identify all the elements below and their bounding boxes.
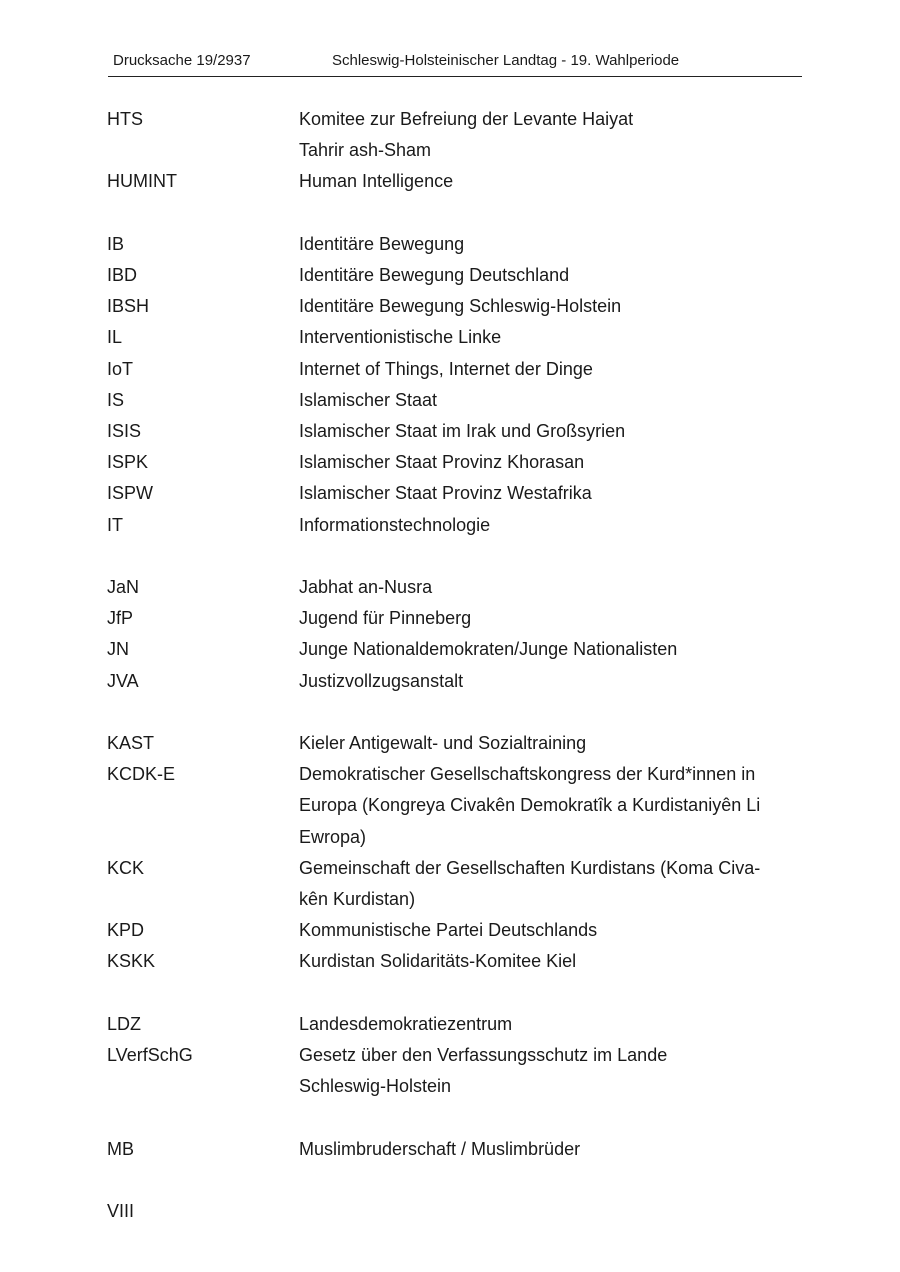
abbreviation-term: LDZ	[107, 1013, 142, 1034]
abbreviation-definition	[299, 572, 787, 603]
definition-line: Informationstechnologie	[299, 514, 491, 535]
abbreviation-definition	[299, 478, 787, 509]
definition-line: Jugend für Pinneberg	[299, 608, 472, 629]
definition-line: Islamischer Staat Provinz Khorasan	[299, 452, 585, 473]
abbreviation-entry	[107, 1040, 787, 1102]
abbreviation-definition	[299, 322, 787, 353]
abbreviation-entry	[107, 104, 787, 166]
abbreviation-entry	[107, 478, 787, 509]
abbreviation-term: JVA	[107, 670, 139, 691]
section-spacer	[107, 198, 787, 229]
abbreviation-entry	[107, 385, 787, 416]
abbreviation-entry	[107, 728, 787, 759]
abbreviation-term: KAST	[107, 733, 155, 754]
abbreviation-entry	[107, 915, 787, 946]
section-spacer	[107, 978, 787, 1009]
abbreviation-definition	[299, 728, 787, 759]
abbreviation-definition	[299, 603, 787, 634]
definition-line: Gesetz über den Verfassungsschutz im Lande	[299, 1045, 668, 1066]
definition-line: Schleswig-Holstein	[299, 1076, 452, 1097]
abbreviation-definition	[299, 416, 787, 447]
abbreviation-entry	[107, 572, 787, 603]
definition-line: Muslimbruderschaft / Muslimbrüder	[299, 1138, 581, 1159]
definition-line: kên Kurdistan)	[299, 889, 416, 910]
definition-line: Islamischer Staat	[299, 389, 438, 410]
header-title: Schleswig-Holsteinischer Landtag - 19. Wahlperiode	[332, 52, 680, 69]
definition-line: Junge Nationaldemokraten/Junge Nationalisten	[299, 639, 678, 660]
abbreviation-entry	[107, 1009, 787, 1040]
abbreviation-entry	[107, 603, 787, 634]
definition-line: Landesdemokratiezentrum	[299, 1013, 513, 1034]
definition-line: Gemeinschaft der Gesellschaften Kurdistans (Koma Civa-	[299, 857, 761, 878]
definition-line: Identitäre Bewegung Schleswig-Holstein	[299, 296, 622, 317]
abbreviation-entry	[107, 447, 787, 478]
abbreviation-definition	[299, 166, 787, 197]
abbreviation-entry	[107, 260, 787, 291]
definition-line: Interventionistische Linke	[299, 327, 502, 348]
abbreviation-entry	[107, 634, 787, 665]
abbreviation-entry	[107, 229, 787, 260]
abbreviation-term: IB	[107, 233, 125, 254]
abbreviation-definition	[299, 104, 787, 166]
abbreviation-term: IBD	[107, 265, 138, 285]
abbreviation-term: KPD	[107, 920, 145, 941]
section-spacer	[107, 1102, 787, 1133]
abbreviation-term: LVerfSchG	[107, 1045, 193, 1066]
abbreviation-term: IS	[107, 389, 125, 410]
definition-line: Kieler Antigewalt- und Sozialtraining	[299, 733, 587, 754]
abbreviation-term: KSKK	[107, 951, 156, 972]
abbreviation-definition	[299, 385, 787, 416]
abbreviation-term: IoT	[107, 358, 134, 379]
definition-line: Europa (Kongreya Civakên Demokratîk a Kurdistaniyên Li	[299, 795, 761, 816]
abbreviation-term: IBSH	[107, 296, 150, 317]
abbreviation-term: ISIS	[107, 421, 142, 442]
abbreviation-entry	[107, 1134, 787, 1165]
definition-line: Ewropa)	[299, 826, 367, 847]
abbreviation-definition	[299, 1009, 787, 1040]
abbreviation-term: JaN	[107, 577, 140, 598]
abbreviation-term: JN	[107, 639, 129, 660]
abbreviation-entry	[107, 166, 787, 197]
page-number: VIII	[107, 1201, 135, 1221]
abbreviation-definition	[299, 354, 787, 385]
definition-line: Justizvollzugsanstalt	[299, 670, 464, 691]
abbreviation-term: MB	[107, 1138, 134, 1159]
abbreviation-definition	[299, 1134, 787, 1165]
definition-line: Internet of Things, Internet der Dinge	[299, 358, 593, 379]
definition-line: Jabhat an-Nusra	[299, 577, 433, 598]
definition-line: Human Intelligence	[299, 171, 454, 192]
abbreviation-definition	[299, 291, 787, 322]
definition-line: Kurdistan Solidaritäts-Komitee Kiel	[299, 951, 577, 972]
abbreviation-term: IL	[107, 327, 123, 348]
abbreviation-definition	[299, 260, 787, 291]
abbreviation-entry	[107, 666, 787, 697]
abbreviation-entry	[107, 322, 787, 353]
abbreviation-definition	[299, 946, 787, 977]
abbreviation-definition	[299, 853, 787, 915]
abbreviation-term: ISPW	[107, 483, 154, 504]
abbreviation-term: KCK	[107, 857, 145, 878]
document-number: Drucksache 19/2937	[113, 52, 251, 69]
definition-line: Kommunistische Partei Deutschlands	[299, 920, 598, 941]
abbreviation-definition	[299, 666, 787, 697]
definition-line: Demokratischer Gesellschaftskongress der Kurd*innen in	[299, 764, 756, 785]
definition-line: Islamischer Staat Provinz Westafrika	[299, 483, 592, 504]
abbreviation-definition	[299, 229, 787, 260]
abbreviation-term: KCDK-E	[107, 764, 176, 785]
abbreviation-term: HTS	[107, 109, 143, 129]
abbreviation-entry	[107, 759, 787, 853]
abbreviation-definition	[299, 510, 787, 541]
section-spacer	[107, 541, 787, 572]
abbreviation-definition	[299, 915, 787, 946]
abbreviation-entry	[107, 853, 787, 915]
page-header	[108, 52, 802, 77]
abbreviation-entry	[107, 416, 787, 447]
abbreviation-entry	[107, 291, 787, 322]
abbreviation-term: JfP	[107, 608, 134, 629]
abbreviation-term: IT	[107, 514, 123, 535]
definition-line: Tahrir ash-Sham	[299, 140, 432, 161]
abbreviation-term: HUMINT	[107, 171, 177, 192]
definition-line: Islamischer Staat im Irak und Großsyrien	[299, 421, 626, 442]
definition-line: Identitäre Bewegung Deutschland	[299, 265, 570, 285]
abbreviation-term: ISPK	[107, 452, 149, 473]
abbreviation-entry	[107, 354, 787, 385]
abbreviation-definition	[299, 1040, 787, 1102]
section-spacer	[107, 697, 787, 728]
definition-line: Komitee zur Befreiung der Levante Haiyat	[299, 109, 634, 129]
abbreviation-entry	[107, 946, 787, 977]
abbreviation-list	[107, 104, 787, 1165]
abbreviation-entry	[107, 510, 787, 541]
abbreviation-definition	[299, 759, 787, 853]
definition-line: Identitäre Bewegung	[299, 233, 465, 254]
abbreviation-definition	[299, 447, 787, 478]
abbreviation-definition	[299, 634, 787, 665]
